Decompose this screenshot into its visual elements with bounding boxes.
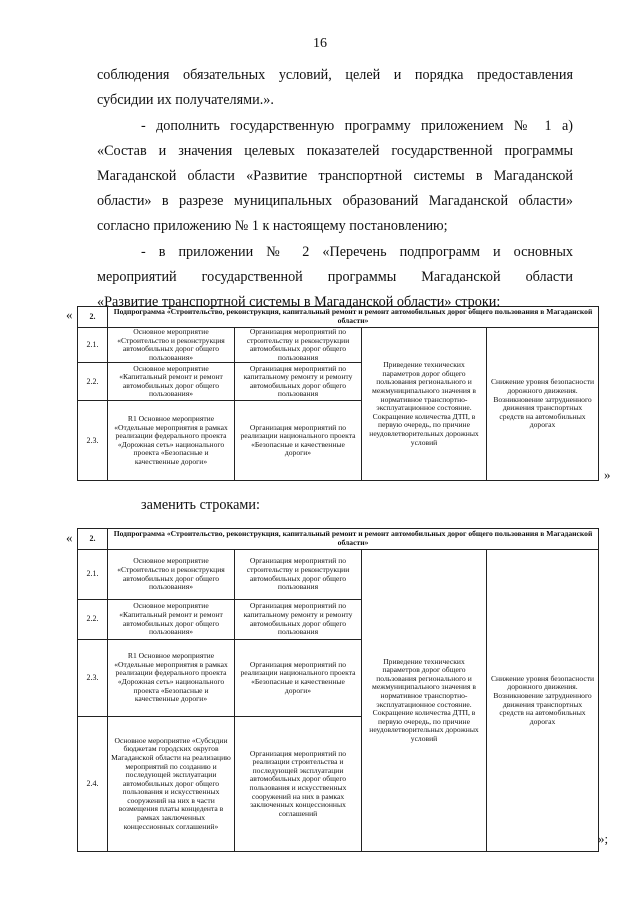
paragraph-2-line-5: согласно приложению № 1 к настоящему постановлению; xyxy=(97,218,448,234)
paragraph-1-line-1: соблюдения обязательных условий, целей и порядка предоставления xyxy=(97,67,573,83)
result-cell: Приведение технических параметров дорог общего пользования регионального и межмуниципального значения в нормативное транспортно-эксплуатационное состояние. Сокращение количества ДТП, в первую очередь, по причине неудовлетворительных дорожных условий xyxy=(362,550,487,852)
quote-open-1: « xyxy=(66,307,73,322)
measure-cell: Основное мероприятие «Строительство и реконструкция автомобильных дорог общего пользования» xyxy=(108,550,235,600)
measure-cell: Основное мероприятие «Субсидии бюджетам городских округов Магаданской области на реализацию мероприятий по созданию и последующей эксплуатации автомобильных дорог общего пользования и искусственных сооружений на них в части возмещения платы концедента в рамках заключенных концессионных соглашений» xyxy=(108,717,235,852)
replace-with-text: заменить строками: xyxy=(141,497,260,513)
paragraph-2-line-3: Магаданской области «Развитие транспортной системы в Магаданской xyxy=(97,168,573,184)
organization-cell: Организация мероприятий по реализации строительства и последующей эксплуатации автомобильных дорог общего пользования и искусственных сооружений на них в рамках заключенных концессионных соглашений xyxy=(235,717,362,852)
row-number: 2.3. xyxy=(78,401,108,481)
table-old-rows xyxy=(77,306,599,481)
organization-cell: Организация мероприятий по реализации национального проекта «Безопасные и качественные дороги» xyxy=(235,640,362,717)
measure-cell: Основное мероприятие «Капитальный ремонт и ремонт автомобильных дорог общего пользования» xyxy=(108,600,235,640)
row-number: 2.2. xyxy=(78,363,108,401)
measure-cell: Основное мероприятие «Строительство и реконструкция автомобильных дорог общего пользования» xyxy=(108,328,235,363)
effect-cell: Снижение уровня безопасности дорожного движения. Возникновение затрудненного движения транспортных средств на автомобильных дорогах xyxy=(487,328,599,481)
paragraph-3-line-3: «Развитие транспортной системы в Магаданской области» строки: xyxy=(97,294,501,310)
page-number: 16 xyxy=(313,36,327,51)
table-new-header-num: 2. xyxy=(78,529,108,550)
result-cell: Приведение технических параметров дорог общего пользования регионального и межмуниципального значения в нормативное транспортно-эксплуатационное состояние. Сокращение количества ДТП, в первую очередь, по причине неудовлетворительных дорожных условий xyxy=(362,328,487,481)
table-row xyxy=(78,328,599,363)
quote-open-2: « xyxy=(66,530,73,545)
paragraph-2-line-1: - дополнить государственную программу приложением № 1 а) xyxy=(141,118,573,134)
quote-close-2: »; xyxy=(598,831,609,846)
table-old-header-title: Подпрограмма «Строительство, реконструкция, капитальный ремонт и ремонт автомобильных дорог общего пользования в Магаданской области» xyxy=(108,307,599,328)
paragraph-2-line-2: «Состав и значения целевых показателей государственной программы xyxy=(97,143,573,159)
quote-close-1: » xyxy=(604,467,611,482)
row-number: 2.3. xyxy=(78,640,108,717)
table-old-header-num: 2. xyxy=(78,307,108,328)
paragraph-2-line-4: области» в разрезе муниципальных образований Магаданской области» xyxy=(97,193,573,209)
organization-cell: Организация мероприятий по капитальному ремонту и ремонту автомобильных дорог общего пользования xyxy=(235,600,362,640)
paragraph-1-line-2: субсидии их получателями.». xyxy=(97,92,274,108)
organization-cell: Организация мероприятий по капитальному ремонту и ремонту автомобильных дорог общего пользования xyxy=(235,363,362,401)
paragraph-3-line-2: мероприятий государственной программы Магаданской области xyxy=(97,269,573,285)
table-new-rows xyxy=(77,528,599,852)
row-number: 2.1. xyxy=(78,328,108,363)
paragraph-3-line-1: - в приложении № 2 «Перечень подпрограмм и основных xyxy=(141,244,573,260)
row-number: 2.4. xyxy=(78,717,108,852)
measure-cell: R1 Основное мероприятие «Отдельные мероприятия в рамках реализации федерального проекта «Дорожная сеть» национального проекта «Безопасные и качественные дороги» xyxy=(108,401,235,481)
row-number: 2.1. xyxy=(78,550,108,600)
measure-cell: R1 Основное мероприятие «Отдельные мероприятия в рамках реализации федерального проекта «Дорожная сеть» национального проекта «Безопасные и качественные дороги» xyxy=(108,640,235,717)
measure-cell: Основное мероприятие «Капитальный ремонт и ремонт автомобильных дорог общего пользования» xyxy=(108,363,235,401)
organization-cell: Организация мероприятий по строительству и реконструкции автомобильных дорог общего пользования xyxy=(235,328,362,363)
row-number: 2.2. xyxy=(78,600,108,640)
table-row xyxy=(78,550,599,600)
table-new-header-title: Подпрограмма «Строительство, реконструкция, капитальный ремонт и ремонт автомобильных дорог общего пользования в Магаданской области» xyxy=(108,529,599,550)
organization-cell: Организация мероприятий по реализации национального проекта «Безопасные и качественные дороги» xyxy=(235,401,362,481)
organization-cell: Организация мероприятий по строительству и реконструкции автомобильных дорог общего пользования xyxy=(235,550,362,600)
effect-cell: Снижение уровня безопасности дорожного движения. Возникновение затрудненного движения транспортных средств на автомобильных дорогах xyxy=(487,550,599,852)
